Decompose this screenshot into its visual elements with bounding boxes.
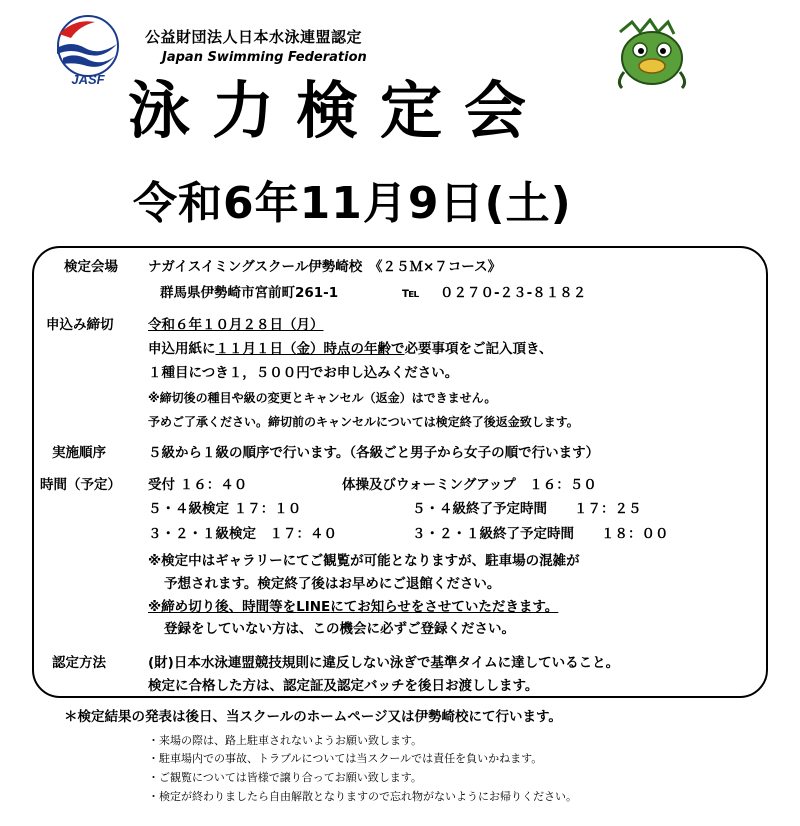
schedule-note3: ※締め切り後、時間等をLINEにてお知らせをさせていただきます。 xyxy=(148,599,559,615)
logo-text: JASF xyxy=(71,72,105,87)
footer-note: ・ご観覧については皆様で譲り合ってお願い致します。 xyxy=(148,771,422,784)
schedule-label: 時間（予定） xyxy=(40,477,121,493)
venue-tel: ０２７０-２３-８１８２ xyxy=(440,285,587,301)
deadline-label: 申込み締切 xyxy=(46,317,114,333)
jasf-logo xyxy=(45,14,131,88)
method-line2: 検定に合格した方は、認定証及認定バッチを後日お渡しします。 xyxy=(148,678,539,694)
order-text: ５級から１級の順序で行います。（各級ごと男子から女子の順で行います） xyxy=(148,445,600,461)
schedule-54-end: ５・４級終了予定時間 １７：２５ xyxy=(412,501,642,517)
deadline-note2: 予めご了承ください。締切前のキャンセルについては検定終了後返金致します。 xyxy=(148,415,579,429)
kappa-mascot-image xyxy=(610,18,694,94)
deadline-line1: 申込用紙に１１月１日（金）時点の年齢で必要事項をご記入頂き、 xyxy=(148,341,553,357)
tel-icon: ℡ xyxy=(402,285,420,301)
event-date: 令和6年11月9日(土) xyxy=(133,178,572,229)
deadline-note1: ※締切後の種目や級の変更とキャンセル（返金）はできません。 xyxy=(148,391,497,405)
schedule-321-end: ３・２・１級終了予定時間 １８：００ xyxy=(412,526,669,542)
org-name-en: Japan Swimming Federation xyxy=(162,50,367,65)
footer-note: ・駐車場内での事故、トラブルについては当スクールでは責任を負いかねます。 xyxy=(148,752,543,765)
schedule-note2: 予想されます。検定終了後はお早めにご退館ください。 xyxy=(164,576,501,592)
venue-label: 検定会場 xyxy=(64,259,118,275)
schedule-321-test: ３・２・１級検定 １７：４０ xyxy=(148,526,337,542)
method-line1: (財)日本水泳連盟競技規則に違反しない泳ぎで基準タイムに達していること。 xyxy=(148,655,620,671)
page-title: 泳力検定会 xyxy=(128,74,549,147)
org-name-ja: 公益財団法人日本水泳連盟認定 xyxy=(145,28,363,46)
method-label: 認定方法 xyxy=(52,655,106,671)
result-note: ＊検定結果の発表は後日、当スクールのホームページ又は伊勢崎校にて行います。 xyxy=(64,709,562,725)
order-label: 実施順序 xyxy=(52,445,106,461)
deadline-date: 令和６年１０月２８日（月） xyxy=(148,317,324,333)
venue-address: 群馬県伊勢崎市宮前町261-1 xyxy=(160,285,339,301)
footer-note: ・検定が終わりましたら自由解散となりますので忘れ物がないようにお帰りください。 xyxy=(148,790,577,803)
deadline-line2: １種目につき１，５００円でお申し込みください。 xyxy=(148,365,459,381)
schedule-note1: ※検定中はギャラリーにてご観覧が可能となりますが、駐車場の混雑が xyxy=(148,553,580,569)
footer-note: ・来場の際は、路上駐車されないようお願い致します。 xyxy=(148,734,423,747)
schedule-reception: 受付 １６：４０ xyxy=(148,477,248,493)
venue-name: ナガイスイミングスクール伊勢崎校 《２５Ｍ×７コース》 xyxy=(148,259,502,275)
schedule-warmup: 体操及びウォーミングアップ １６：５０ xyxy=(342,477,597,493)
schedule-note4: 登録をしていない方は、この機会に必ずご登録ください。 xyxy=(164,621,515,637)
line-text: LINE xyxy=(296,599,331,615)
schedule-54-test: ５・４級検定 １７：１０ xyxy=(148,501,302,517)
